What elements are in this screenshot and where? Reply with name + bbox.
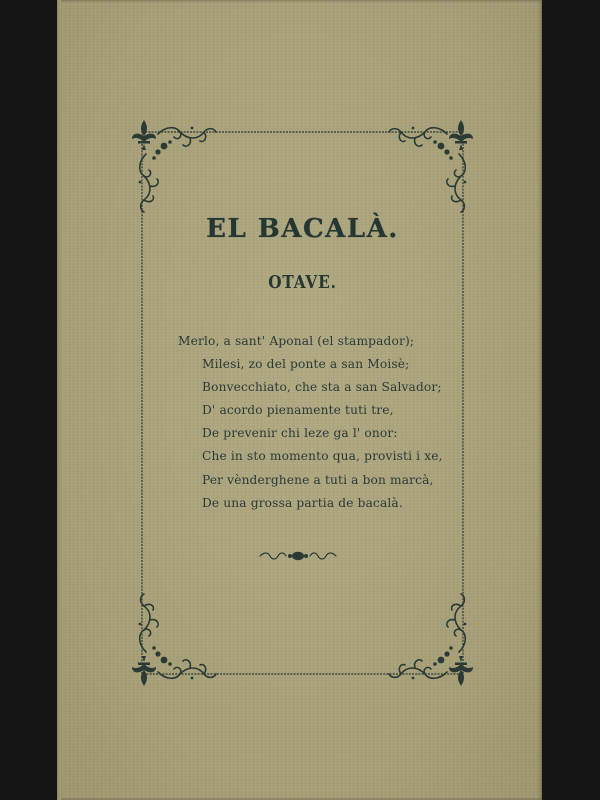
verse-line: De una grossa partia de bacalà.	[202, 495, 403, 510]
corner-ornament-bottom-right	[389, 594, 473, 686]
corner-ornament-top-right	[389, 120, 473, 212]
verse-line: Merlo, a sant' Aponal (el stampador);	[178, 334, 415, 348]
verse-line: De prevenir chi leze ga l' onor:	[202, 426, 398, 441]
verse-line: Che in sto momento qua, provisti i xe,	[202, 449, 443, 464]
verse-line: Bonvecchiato, che sta a san Salvador;	[202, 380, 442, 395]
cover-spine-edge	[57, 0, 61, 800]
verse-line: Milesi, zo del ponte a san Moisè;	[202, 357, 410, 372]
verse-line: D' acordo pienamente tuti tre,	[202, 403, 394, 418]
verse-line: Per vènderghene a tuti a bon marcà,	[202, 472, 434, 487]
background-left	[0, 0, 57, 800]
background-right	[542, 0, 600, 800]
document-title: EL BACALÀ.	[206, 214, 399, 244]
scroll-rule-ornament-icon	[258, 549, 338, 563]
poem-stanza	[178, 330, 448, 515]
corner-ornament-bottom-left	[132, 594, 216, 686]
document-subtitle: OTAVE.	[268, 272, 337, 293]
corner-ornament-top-left	[132, 120, 216, 212]
